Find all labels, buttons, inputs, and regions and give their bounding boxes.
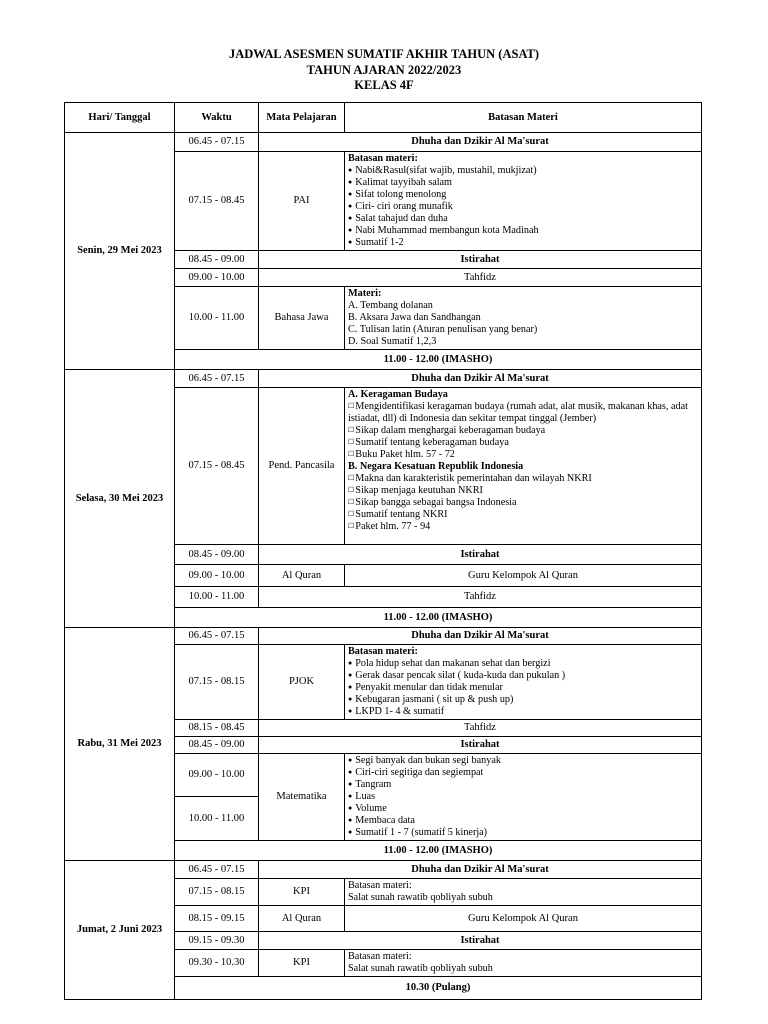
materials-section-a: A. Keragaman Budaya bbox=[348, 389, 448, 400]
subject-cell: Bahasa Jawa bbox=[259, 287, 345, 350]
materials-item: ☐ Sumatif tentang NKRI bbox=[348, 509, 698, 521]
subject-cell: Al Quran bbox=[259, 906, 345, 932]
materials-item: ☐ Sikap dalam menghargai keberagaman budaya bbox=[348, 425, 698, 437]
materials-item: Salat sunah rawatib qobliyah subuh bbox=[348, 892, 493, 903]
time-cell: 08.45 - 09.00 bbox=[175, 545, 259, 565]
activity-cell: Istirahat bbox=[259, 545, 702, 565]
materials-item: ● Sifat tolong menolong bbox=[348, 189, 698, 201]
materials-item: ● Ciri- ciri orang munafik bbox=[348, 201, 698, 213]
day-cell: Jumat, 2 Juni 2023 bbox=[65, 861, 175, 1000]
time-cell: 07.15 - 08.15 bbox=[175, 645, 259, 720]
subject-cell: PJOK bbox=[259, 645, 345, 720]
day-footer: 10.30 (Pulang) bbox=[175, 977, 702, 1000]
time-cell: 08.15 - 09.15 bbox=[175, 906, 259, 932]
materials-item: ● Salat tahajud dan duha bbox=[348, 213, 698, 225]
activity-cell: Tahfidz bbox=[259, 269, 702, 287]
materials-item: ● Nabi Muhammad membangun kota Madinah bbox=[348, 225, 698, 237]
materials-cell bbox=[345, 287, 702, 350]
materials-item: B. Aksara Jawa dan Sandhangan bbox=[348, 312, 481, 323]
materials-item: ☐ Buku Paket hlm. 57 - 72 bbox=[348, 449, 698, 461]
subject-cell: Matematika bbox=[259, 754, 345, 841]
subject-cell: Pend. Pancasila bbox=[259, 388, 345, 545]
activity-cell: Istirahat bbox=[259, 251, 702, 269]
materials-title: Batasan materi: bbox=[348, 646, 418, 657]
document-header bbox=[0, 47, 768, 94]
activity-cell: Dhuha dan Dzikir Al Ma'surat bbox=[259, 133, 702, 152]
materials-cell bbox=[345, 950, 702, 977]
materials-cell bbox=[345, 754, 702, 841]
activity-cell: Istirahat bbox=[259, 737, 702, 754]
materials-section-b: B. Negara Kesatuan Republik Indonesia bbox=[348, 461, 524, 472]
materials-cell bbox=[345, 879, 702, 906]
materials-item: ● Pola hidup sehat dan makanan sehat dan bergizi bbox=[348, 658, 698, 670]
activity-cell: Dhuha dan Dzikir Al Ma'surat bbox=[259, 628, 702, 645]
subject-cell: KPI bbox=[259, 950, 345, 977]
time-cell: 06.45 - 07.15 bbox=[175, 861, 259, 879]
materials-item: ● Kalimat tayyibah salam bbox=[348, 177, 698, 189]
materials-item: D. Soal Sumatif 1,2,3 bbox=[348, 336, 437, 347]
materials-item: C. Tulisan latin (Aturan penulisan yang benar) bbox=[348, 324, 538, 335]
day-cell: Rabu, 31 Mei 2023 bbox=[65, 628, 175, 861]
title-line-1: JADWAL ASESMEN SUMATIF AKHIR TAHUN (ASAT) bbox=[228, 47, 540, 61]
day-cell: Senin, 29 Mei 2023 bbox=[65, 133, 175, 370]
time-cell: 07.15 - 08.15 bbox=[175, 879, 259, 906]
day-footer: 11.00 - 12.00 (IMASHO) bbox=[175, 608, 702, 628]
header-day: Hari/ Tanggal bbox=[65, 103, 175, 133]
time-cell: 06.45 - 07.15 bbox=[175, 370, 259, 388]
time-cell: 09.00 - 10.00 bbox=[175, 754, 259, 797]
table-row bbox=[65, 861, 702, 879]
materials-item: ● Nabi&Rasul(sifat wajib, mustahil, mukjizat) bbox=[348, 165, 698, 177]
materials-item: ● Luas bbox=[348, 791, 698, 803]
materials-item: ☐ Paket hlm. 77 - 94 bbox=[348, 521, 698, 533]
materials-title: Batasan materi: bbox=[348, 880, 412, 891]
time-cell: 08.15 - 08.45 bbox=[175, 720, 259, 737]
materials-item: ● Segi banyak dan bukan segi banyak bbox=[348, 755, 698, 767]
materials-title: Materi: bbox=[348, 288, 382, 299]
materials-item: ☐ Mengidentifikasi keragaman budaya (rumah adat, alat musik, makanan khas, adat istiadat, dll) di Indonesia dan sekitar tempat tinggal (Jember) bbox=[348, 401, 698, 425]
subject-cell: Al Quran bbox=[259, 565, 345, 587]
materials-item: ☐ Sikap menjaga keutuhan NKRI bbox=[348, 485, 698, 497]
time-cell: 08.45 - 09.00 bbox=[175, 251, 259, 269]
table-header-row bbox=[65, 103, 702, 133]
time-cell: 10.00 - 11.00 bbox=[175, 797, 259, 841]
materials-item: ● Gerak dasar pencak silat ( kuda-kuda dan pukulan ) bbox=[348, 670, 698, 682]
subject-cell: PAI bbox=[259, 152, 345, 251]
table-row bbox=[65, 133, 702, 152]
materials-title: Batasan materi: bbox=[348, 951, 412, 962]
time-cell: 10.00 - 11.00 bbox=[175, 287, 259, 350]
materials-item: ● Membaca data bbox=[348, 815, 698, 827]
materials-item: ● Tangram bbox=[348, 779, 698, 791]
materials-item: ● Sumatif 1 - 7 (sumatif 5 kinerja) bbox=[348, 827, 698, 839]
title-line-3: KELAS 4F bbox=[354, 78, 414, 92]
materials-item: ● LKPD 1- 4 & sumatif bbox=[348, 706, 698, 718]
header-materials: Batasan Materi bbox=[345, 103, 702, 133]
day-cell: Selasa, 30 Mei 2023 bbox=[65, 370, 175, 628]
time-cell: 09.00 - 10.00 bbox=[175, 269, 259, 287]
day-footer: 11.00 - 12.00 (IMASHO) bbox=[175, 350, 702, 370]
materials-item: ☐ Sikap bangga sebagai bangsa Indonesia bbox=[348, 497, 698, 509]
materials-item: ☐ Sumatif tentang keberagaman budaya bbox=[348, 437, 698, 449]
materials-item: ● Penyakit menular dan tidak menular bbox=[348, 682, 698, 694]
activity-cell: Tahfidz bbox=[259, 587, 702, 608]
time-cell: 06.45 - 07.15 bbox=[175, 133, 259, 152]
materials-cell bbox=[345, 645, 702, 720]
materials-item: ● Sumatif 1-2 bbox=[348, 237, 698, 249]
materials-cell bbox=[345, 388, 702, 545]
time-cell: 06.45 - 07.15 bbox=[175, 628, 259, 645]
subject-cell: KPI bbox=[259, 879, 345, 906]
time-cell: 08.45 - 09.00 bbox=[175, 737, 259, 754]
note-cell: Guru Kelompok Al Quran bbox=[345, 906, 702, 932]
materials-item: ● Ciri-ciri segitiga dan segiempat bbox=[348, 767, 698, 779]
activity-cell: Tahfidz bbox=[259, 720, 702, 737]
table-row bbox=[65, 628, 702, 645]
materials-title: Batasan materi: bbox=[348, 153, 418, 164]
header-time: Waktu bbox=[175, 103, 259, 133]
table-row bbox=[65, 370, 702, 388]
activity-cell: Dhuha dan Dzikir Al Ma'surat bbox=[259, 370, 702, 388]
materials-cell bbox=[345, 152, 702, 251]
materials-item: ● Volume bbox=[348, 803, 698, 815]
time-cell: 09.00 - 10.00 bbox=[175, 565, 259, 587]
activity-cell: Dhuha dan Dzikir Al Ma'surat bbox=[259, 861, 702, 879]
time-cell: 09.30 - 10.30 bbox=[175, 950, 259, 977]
header-subject: Mata Pelajaran bbox=[259, 103, 345, 133]
activity-cell: Istirahat bbox=[259, 932, 702, 950]
time-cell: 10.00 - 11.00 bbox=[175, 587, 259, 608]
schedule-table bbox=[64, 102, 702, 1000]
time-cell: 07.15 - 08.45 bbox=[175, 152, 259, 251]
day-footer: 11.00 - 12.00 (IMASHO) bbox=[175, 841, 702, 861]
materials-item: Salat sunah rawatib qobliyah subuh bbox=[348, 963, 493, 974]
materials-item: A. Tembang dolanan bbox=[348, 300, 433, 311]
time-cell: 07.15 - 08.45 bbox=[175, 388, 259, 545]
materials-item: ☐ Makna dan karakteristik pemerintahan dan wilayah NKRI bbox=[348, 473, 698, 485]
time-cell: 09.15 - 09.30 bbox=[175, 932, 259, 950]
title-line-2: TAHUN AJARAN 2022/2023 bbox=[306, 62, 462, 77]
materials-item: ● Kebugaran jasmani ( sit up & push up) bbox=[348, 694, 698, 706]
note-cell: Guru Kelompok Al Quran bbox=[345, 565, 702, 587]
